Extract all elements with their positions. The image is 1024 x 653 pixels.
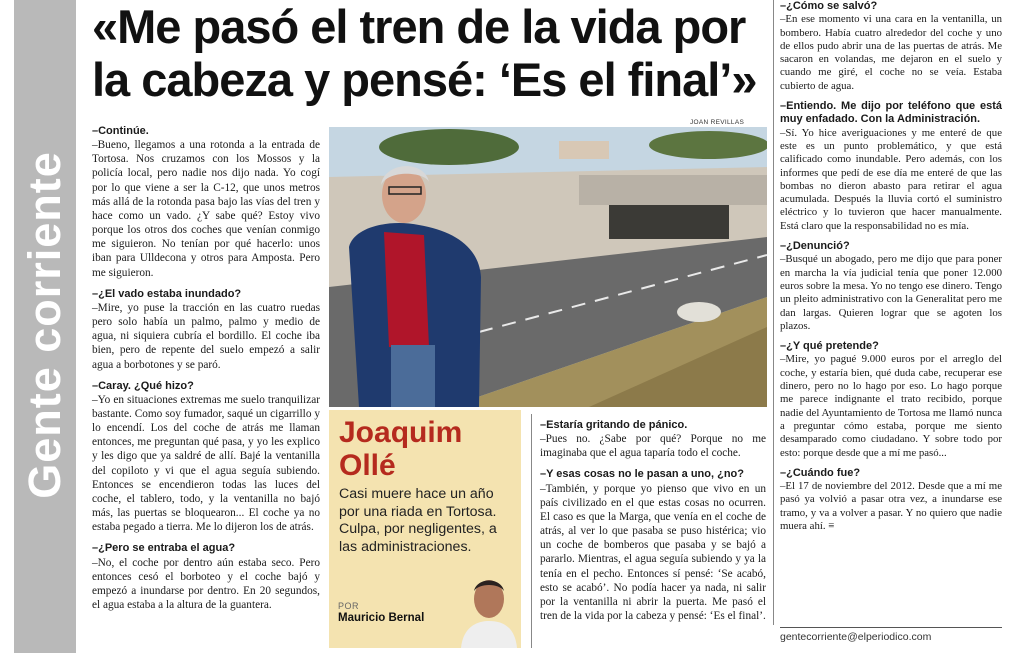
answer: –Mire, yo pagué 9.000 euros por el arreglo del coche, y estaría bien, qué duda cabe, recuperar ese dinero, pero no lo hago por eso. Lo hago porque me parece indignante el trato recibido, porque nadie del Ayuntamiento de Tortosa me llamó nunca a preguntar cómo estaba, porque me siento desamparado como ciudadano. Y sobre todo por esto: porque desde que a mí me pasó...	[780, 353, 1002, 459]
photo-credit: JOAN REVILLAS	[690, 119, 745, 126]
column-3	[780, 0, 1002, 540]
qa-item	[780, 100, 1002, 233]
question: –¿Y qué pretende?	[780, 340, 879, 353]
answer: –En ese momento vi una cara en la ventanilla, un bombero. Había cuatro alrededor del coche y uno de ellos pudo abrir una de las puertas de atrás. Me sacaron en volandas, me dejaron en el suelo y cuando me giré, el coche no se veía. Estaba cubierto de agua.	[780, 13, 1002, 92]
qa-item	[780, 340, 1002, 460]
answer: –Bueno, llegamos a una rotonda a la entrada de Tortosa. Nos cruzamos con los Mossos y la policía local, pero nadie nos dijo nada. Yo cogí por lo que viene a ser la C-12, que unos metros más allá de la rotonda pasa bajo las vías del tren y hace como un vado. ¿Y sabe qué? Estoy vivo porque los otros dos coches que venían conmigo me siguieron. No tenían por qué hacerlo: unos iban para Ulldecona y otros para Amposta. Pero me siguieron.	[92, 139, 320, 279]
footer-rule	[780, 627, 1002, 628]
section-bar	[14, 0, 76, 653]
answer: –No, el coche por dentro aún estaba seco. Pero entonces cesó el borboteo y el coche bajó y empezó a inundarse por dentro. En 20 segundos, el agua estaba a la altura de la guantera.	[92, 556, 320, 611]
answer: –Yo en situaciones extremas me suelo tranquilizar bastante. Como soy fumador, saqué un cigarrillo y lo encendí. Los del coche de atrás me llaman entonces, me preguntan qué pasa, y yo les explico y les digo que ya saldré de allí. Bajé la ventanilla del copiloto y vi que el agua seguía subiendo. Entonces se encendieron todas las luces del coche, el tablero, todo, y la ventanilla no bajó más, las puertas se bloquearon... El coche ya no estaba pegado a tierra. Me lo dijeron los de atrás.	[92, 393, 320, 534]
answer: –Mire, yo puse la tracción en las cuatro ruedas pero solo había un palmo, palmo y medio de agua, ni siquiera cubría el bordillo. El coche iba bien, pero de repente del suelo empezó a salir agua a borbotones y se paró.	[92, 301, 320, 371]
question: –¿El vado estaba inundado?	[92, 287, 242, 300]
column-2	[540, 418, 766, 630]
qa-item	[780, 467, 1002, 533]
question: –¿Cuándo fue?	[780, 466, 861, 479]
main-photo	[329, 127, 767, 407]
column-1	[92, 124, 320, 619]
roadside-portrait-illustration	[329, 127, 767, 407]
headline: «Me pasó el tren de la vida por la cabeza y pensé: ‘Es el final’»	[92, 0, 757, 106]
question: –Caray. ¿Qué hizo?	[92, 379, 194, 392]
qa-item	[92, 379, 320, 535]
question: –Continúe.	[92, 125, 149, 137]
question: –Y esas cosas no le pasan a uno, ¿no?	[540, 468, 744, 481]
answer: –También, y porque yo pienso que vivo en un país civilizado en el que estas cosas no ocurren. El caso es que la Marga, que venía en el coche de atrás, al ver lo que pasaba se puso histérica; vio un coche de bomberos que pasaba y se bajó a pararlo. Mientras, el agua seguía subiendo y ya la tenía en el pecho. Entonces sí pensé: ‘Se acabó, esto se acabó’. No podía hacer ya nada, ni salir por la ventanilla ni abrir la puerta. Me pasó el tren de la vida por la cabeza y pensé: ‘Es el final’.	[540, 482, 766, 623]
qa-item	[540, 467, 766, 623]
profile-summary: Casi muere hace un año por una riada en Tortosa. Culpa, por negligentes, a las administraciones.	[339, 486, 497, 555]
contact-email[interactable]: gentecorriente@elperiodico.com	[780, 631, 932, 643]
section-label: Gente corriente	[19, 151, 70, 499]
qa-item	[780, 0, 1002, 93]
qa-item	[780, 240, 1002, 333]
qa-item	[92, 287, 320, 372]
column-divider	[773, 0, 774, 625]
answer: –Sí. Yo hice averiguaciones y me enteré de que este es un punto problemático, y que está calificado como inundable. Pero además, con los informes que pedí de ese día me enteré de que las bombas no dieron abasto para retirar el agua acumulada. Después la lluvia cortó el suministro eléctrico y lo tuvieron que hacer manualmente. Está claro que la responsabilidad no es mía.	[780, 126, 1002, 232]
question: –¿Cómo se salvó?	[780, 0, 878, 12]
question: –¿Pero se entraba el agua?	[92, 542, 236, 555]
qa-item	[540, 418, 766, 460]
qa-item	[92, 541, 320, 612]
question: –Estaría gritando de pánico.	[540, 419, 688, 431]
question: –¿Denunció?	[780, 240, 850, 253]
answer: –Pues no. ¿Sabe por qué? Porque no me imaginaba que el agua taparía todo el coche.	[540, 433, 766, 460]
answer: –El 17 de noviembre del 2012. Desde que a mí me pasó ya volvió a pasar otra vez, a inundarse ese tramo, y va a volver a pasar. Y no quiero que nadie muera ahí. ≡	[780, 480, 1002, 532]
qa-item	[92, 124, 320, 280]
column-divider	[531, 414, 532, 648]
author-photo	[457, 565, 521, 648]
profile-box	[329, 410, 521, 648]
profile-name: Joaquim Ollé	[339, 416, 463, 482]
question: –Entiendo. Me dijo por teléfono que está muy enfadado. Con la Administración.	[780, 100, 1002, 126]
answer: –Busqué un abogado, pero me dijo que para poner en marcha la vía judicial tenía que poner 12.000 euros sobre la mesa. Yo no tengo ese dinero. Tengo un pleito administrativo con la Generalitat pero me dan largas. Quieren lograr que se agoten los plazos.	[780, 253, 1002, 332]
byline-name: Mauricio Bernal	[338, 612, 425, 624]
byline-prefix: POR	[338, 601, 360, 611]
